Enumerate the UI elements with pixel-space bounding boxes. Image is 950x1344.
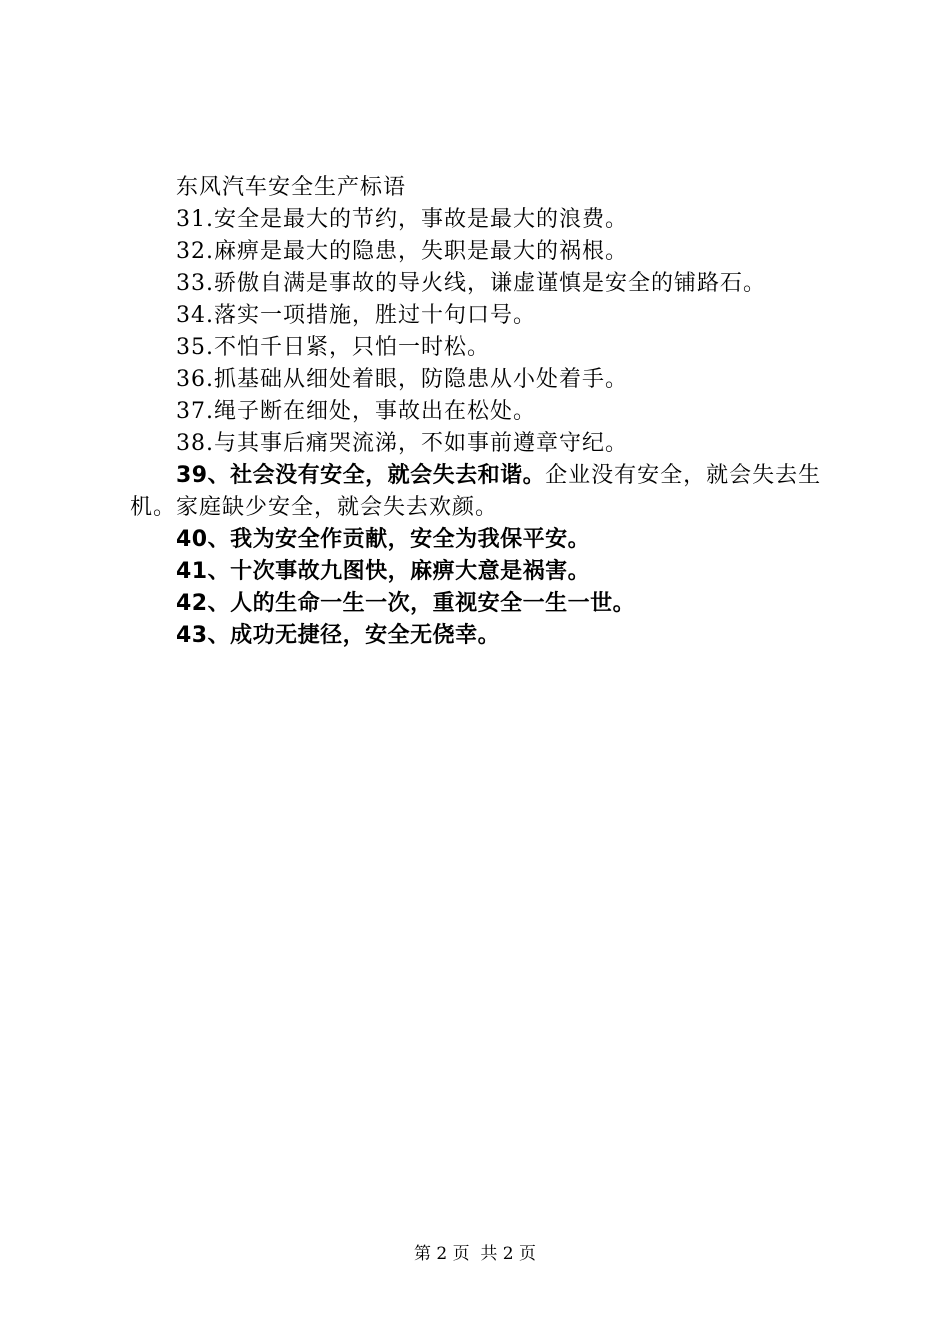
- slogan-item: 33.骄傲自满是事故的导火线，谦虚谨慎是安全的铺路石。: [176, 271, 766, 296]
- slogan-item-bold: 40、我为安全作贡献，安全为我保平安。: [176, 527, 591, 552]
- slogan-item-39: [130, 460, 830, 524]
- slogan-item: 32.麻痹是最大的隐患，失职是最大的祸根。: [176, 239, 628, 264]
- page-number-label: 第 2 页 共 2 页: [413, 1244, 537, 1264]
- slogan-item: 31.安全是最大的节约，事故是最大的浪费。: [176, 207, 628, 232]
- slogan-item-bold: 41、十次事故九图快，麻痹大意是祸害。: [176, 559, 591, 584]
- slogan-item-bold: 43、成功无捷径，安全无侥幸。: [176, 623, 501, 648]
- slogan-item-bold: 42、人的生命一生一次，重视安全一生一世。: [176, 591, 636, 616]
- slogan-item-39-normal: 企业没有安全，就会失去生机。家庭缺少安全，就会失去欢颜。: [130, 463, 822, 520]
- slogan-item: 37.绳子断在细处，事故出在松处。: [176, 399, 536, 424]
- slogan-item: 34.落实一项措施，胜过十句口号。: [176, 303, 536, 328]
- page-footer: [0, 1242, 950, 1266]
- slogan-item: 35.不怕千日紧，只怕一时松。: [176, 335, 490, 360]
- slogan-item: 36.抓基础从细处着眼，防隐患从小处着手。: [176, 367, 628, 392]
- slogan-item: 38.与其事后痛哭流涕，不如事前遵章守纪。: [176, 431, 628, 456]
- document-body: [130, 172, 830, 652]
- document-title: 东风汽车安全生产标语: [176, 175, 407, 200]
- slogan-item-39-bold: 39、社会没有安全，就会失去和谐。: [176, 463, 546, 488]
